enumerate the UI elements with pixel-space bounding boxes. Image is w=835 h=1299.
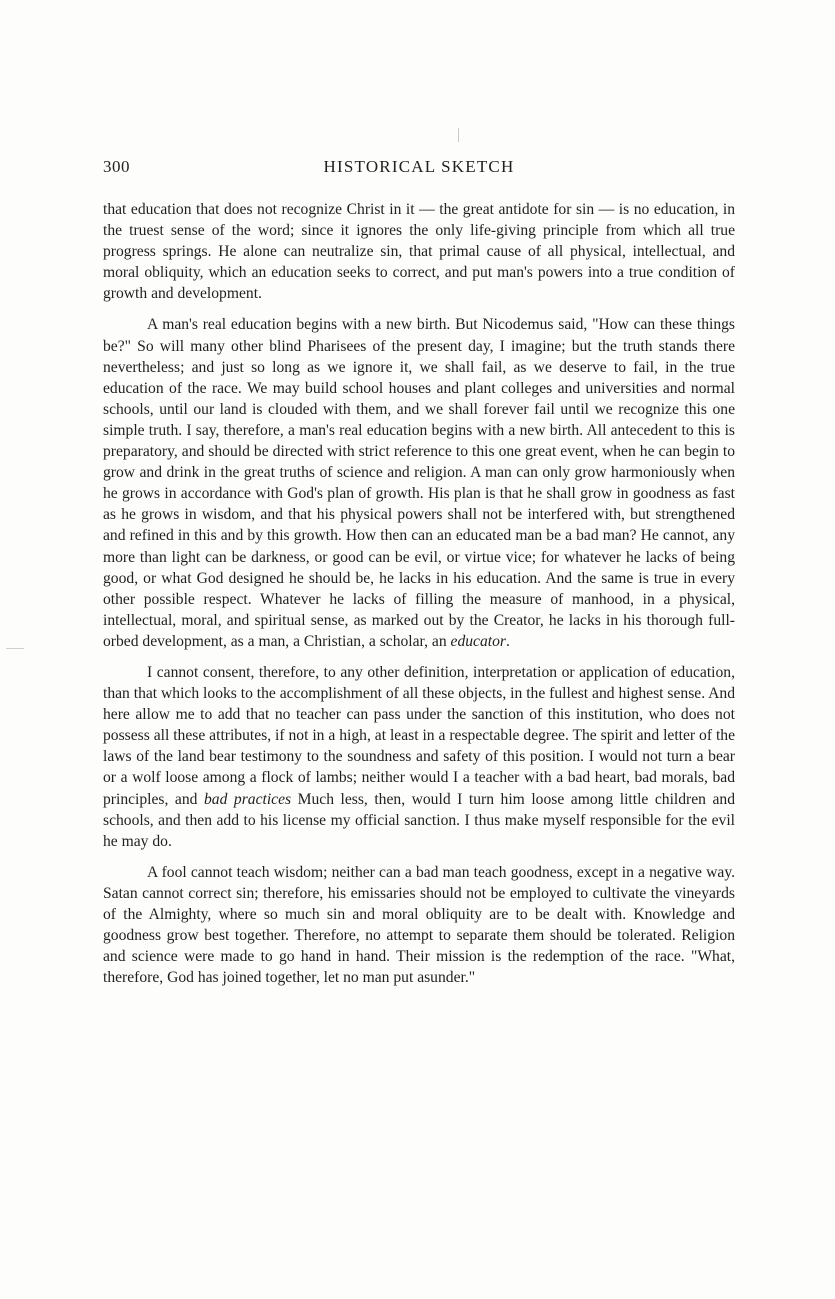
page-header xyxy=(103,157,735,183)
paragraph-2-text: A man's real education begins with a new birth. But Nicodemus said, "How can these things be?" So will many other blind Pharisees of the present day, I imagine; but the truth stands there nevertheless; and just so long as we ignore it, we shall fail, as we deserve to fail, in the true education of the race. We may build school houses and plant colleges and universities and normal schools, until our land is clouded with them, and we shall forever fail until we recognize this one simple truth. I say, therefore, a man's real education begins with a new birth. All antecedent to this is preparatory, and should be directed with strict reference to this one great event, when he can begin to grow and drink in the great truths of science and religion. A man can only grow harmoniously when he grows in accordance with God's plan of growth. His plan is that he shall grow in goodness as fast as he grows in wisdom, and that his physical powers shall not be interfered with, but strengthened and refined in this and by this growth. How then can an educated man be a bad man? He cannot, any more than light can be darkness, or good can be evil, or virtue vice; for whatever he lacks of being good, or what God designed he should be, he lacks in his education. And the same is true in every other possible respect. Whatever he lacks of filling the measure of manhood, in a physical, intellectual, moral, and spiritual sense, as marked out by the Creator, he lacks in his thorough full-orbed development, as a man, a Christian, a scholar, an xyxy=(103,316,735,650)
running-head: HISTORICAL SKETCH xyxy=(323,157,515,176)
paragraph-3-end: Much less, then, would I turn him loose among little children and schools, and then add to his license my official sanction. I thus make myself responsible for the evil he may do. xyxy=(103,790,736,850)
paragraph-2 xyxy=(103,314,735,652)
paragraph-3-text: I cannot consent, therefore, to any other definition, interpretation or application of education, than that which looks to the accomplishment of all these objects, in the fullest and highest sense. And here allow me to add that no teacher can pass under the sanction of this institution, who does not possess all these attributes, if not in a high, at least in a respectable degree. The spirit and letter of the laws of the land bear testimony to the soundness and safety of this position. I would not turn a bear or a wolf loose among a flock of lambs; neither would I a teacher with a bad heart, bad morals, bad principles, and xyxy=(103,663,735,808)
paragraph-2-italic: educator xyxy=(450,632,506,650)
page-number: 300 xyxy=(103,157,130,176)
body-text xyxy=(103,199,735,998)
scan-artifact-mark xyxy=(458,128,459,142)
paragraph-2-end: . xyxy=(505,632,510,650)
paragraph-3 xyxy=(103,662,735,852)
paragraph-1: that education that does not recognize Christ in it — the great antidote for sin — is no education, in the truest sense of the word; since it ignores the only life-giving principle from which all true progress springs. He alone can neutralize sin, that primal cause of all physical, intellectual, and moral obliquity, which an education seeks to correct, and put man's powers into a true condition of growth and development. xyxy=(103,201,735,303)
paragraph-3-italic: bad practices xyxy=(203,790,292,808)
paragraph-4: A fool cannot teach wisdom; neither can a bad man teach goodness, except in a negative way. Satan cannot correct sin; therefore, his emissaries should not be employed to cultivate the vineyards of the Almighty, where so much sin and moral obliquity are to be dealt with. Knowledge and goodness grow best together. Therefore, no attempt to separate them should be tolerated. Religion and science were made to go hand in hand. Their mission is the redemption of the race. "What, therefore, God has joined together, let no man put asunder." xyxy=(103,863,735,987)
margin-tick-mark xyxy=(6,648,24,649)
